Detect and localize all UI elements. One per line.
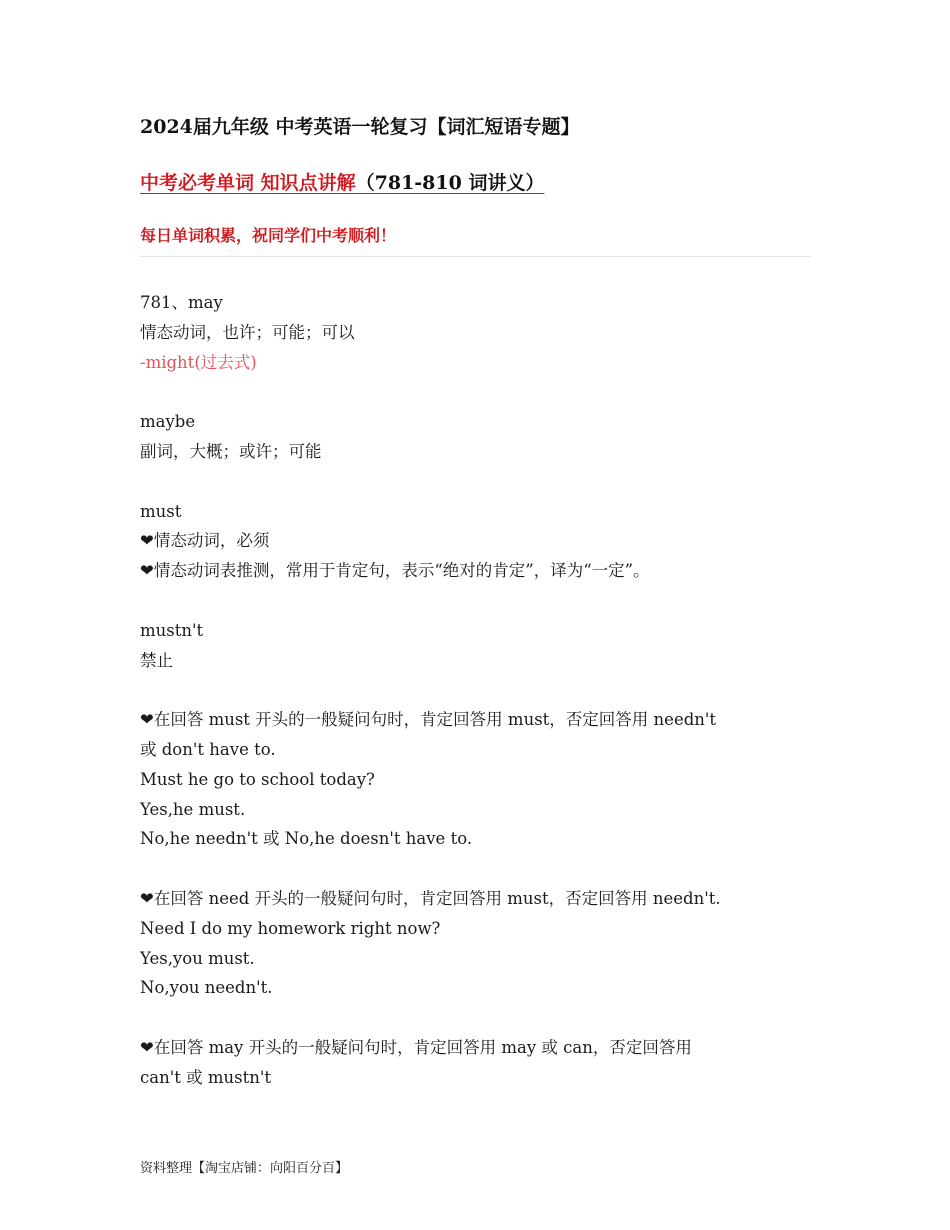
note-must-question-1: ❤在回答 must 开头的一般疑问句时，肯定回答用 must，否定回答用 needn't: [140, 710, 717, 730]
example-sentence: No,you needn't.: [140, 978, 273, 998]
document-subtitle: [140, 168, 544, 195]
entry-must-definition-2: ❤情态动词表推测，常用于肯定句，表示“绝对的肯定”，译为“一定”。: [140, 561, 650, 581]
entry-may-past-form: -might(过去式): [140, 352, 257, 372]
document-page: [140, 0, 812, 1230]
note-may-question-2: can't 或 mustn't: [140, 1067, 272, 1087]
document-body: [140, 288, 812, 1093]
spacer: [140, 377, 812, 407]
spacer: [140, 675, 812, 705]
entry-must-head: must: [140, 501, 182, 521]
subtitle-range: （781-810 词讲义）: [355, 172, 545, 194]
note-may-question-1: ❤在回答 may 开头的一般疑问句时，肯定回答用 may 或 can，否定回答用: [140, 1037, 692, 1057]
entry-mustnt-head: mustn't: [140, 620, 204, 640]
subtitle-topic: 中考必考单词 知识点讲解: [140, 172, 356, 194]
entry-may-head: 781、may: [140, 293, 223, 312]
spacer: [140, 854, 812, 884]
note-must-question-2: 或 don't have to.: [140, 739, 276, 759]
note-need-question-1: ❤在回答 need 开头的一般疑问句时，肯定回答用 must，否定回答用 needn't.: [140, 888, 721, 908]
spacer: [140, 1003, 812, 1033]
example-sentence: Must he go to school today?: [140, 769, 375, 789]
entry-mustnt-definition: 禁止: [140, 650, 173, 670]
example-sentence: Yes,he must.: [140, 799, 246, 819]
entry-must-definition-1: ❤情态动词，必须: [140, 531, 270, 551]
example-sentence: Yes,you must.: [140, 948, 255, 968]
example-sentence: Need I do my homework right now?: [140, 918, 441, 938]
entry-maybe-definition: 副词，大概；或许；可能: [140, 441, 322, 461]
example-sentence: No,he needn't 或 No,he doesn't have to.: [140, 829, 473, 849]
spacer: [140, 467, 812, 497]
spacer: [140, 586, 812, 616]
document-title: 2024届九年级 中考英语一轮复习【词汇短语专题】: [140, 116, 580, 138]
header-divider: [140, 256, 811, 257]
page-footer: 资料整理【淘宝店铺：向阳百分百】: [140, 1161, 349, 1176]
daily-motto: 每日单词积累，祝同学们中考顺利！: [140, 226, 397, 245]
entry-may-definition: 情态动词，也许；可能；可以: [140, 322, 355, 342]
entry-maybe-head: maybe: [140, 412, 196, 432]
